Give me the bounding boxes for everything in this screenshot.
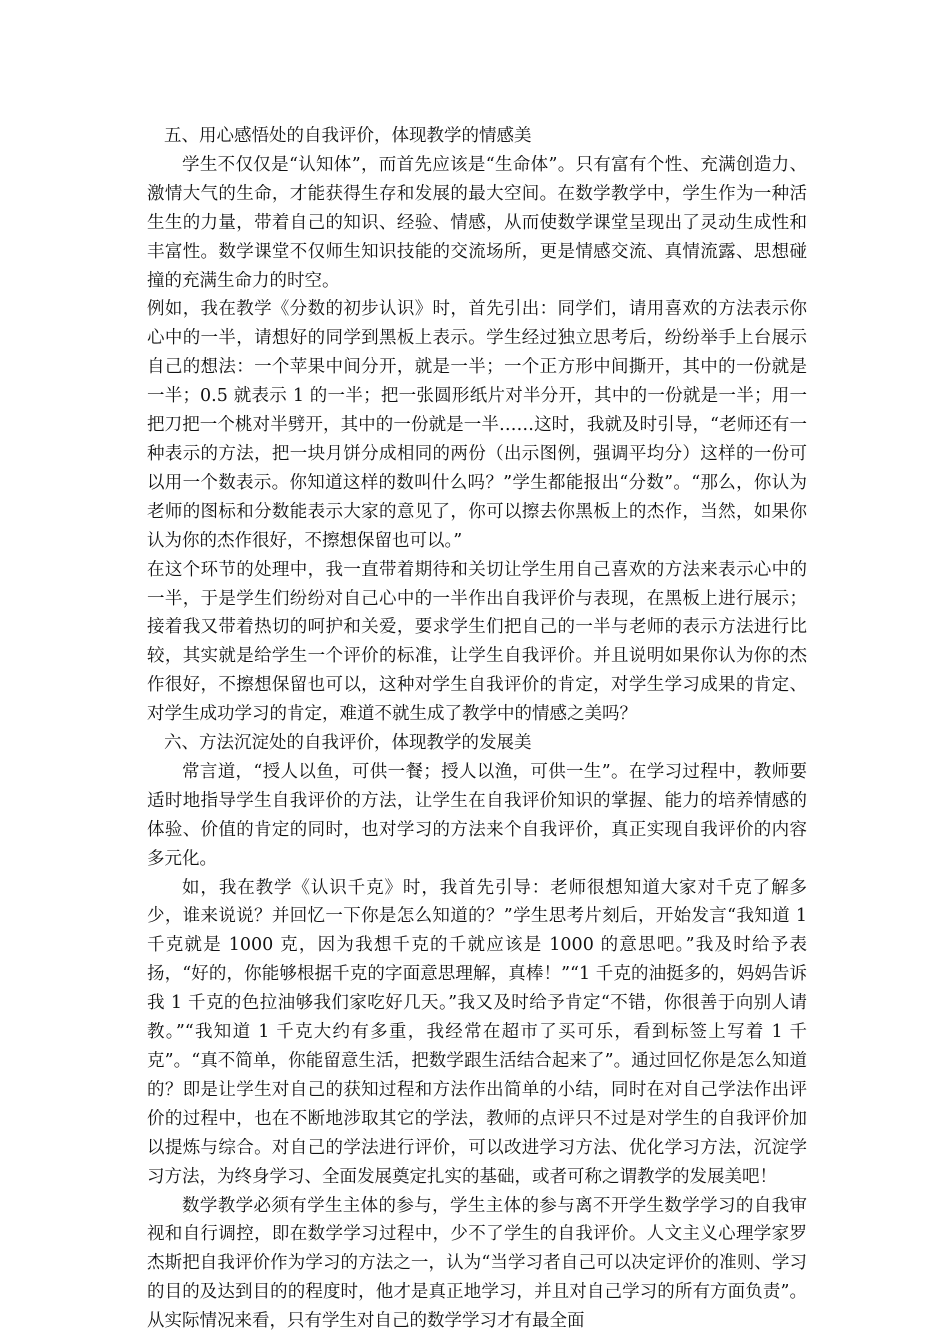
section-5-heading: 五、用心感悟处的自我评价，体现教学的情感美	[164, 126, 532, 146]
section-5-paragraph-3: 在这个环节的处理中，我一直带着期待和关切让学生用自己喜欢的方法来表示心中的一半，于是学生们纷纷对自己心中的一半作出自我评价与表现，在黑板上进行展示；接着我又带着热切的呵护和关爱，要求学生们把自己的一半与老师的表示方法进行比较，其实就是给学生一个评价的标准，让学生自我评价。并且说明如果你认为你的杰作很好，不擦想保留也可以，这种对学生自我评价的肯定，对学生学习成果的肯定、对学生成功学习的肯定，难道不就生成了教学中的情感之美吗？	[147, 559, 807, 725]
section-6-paragraph-2: 如，我在教学《认识千克》时，我首先引导：老师很想知道大家对千克了解多少，谁来说说？并回忆一下你是怎么知道的？”学生思考片刻后，开始发言“我知道 1 千克就是 1000 克，因为我想千克的千就应该是 1000 的意思吧。”我及时给予表扬，“好的，你能够根据千克的字面意思理解，真棒！”“1 千克的油挺多的，妈妈告诉我 1 千克的色拉油够我们家吃好几天。”我又及时给予肯定“不错，你很善于向别人请教。”“我知道 1 千克大约有多重，我经常在超市了买可乐，看到标签上写着 1 千克”。“真不简单，你能留意生活，把数学跟生活结合起来了”。通过回忆你是怎么知道的？即是让学生对自己的获知过程和方法作出简单的小结，同时在对自己学法作出评价的过程中，也在不断地涉取其它的学法，教师的点评只不过是对学生的自我评价加以提炼与综合。对自己的学法进行评价，可以改进学习方法、优化学习方法，沉淀学习方法，为终身学习、全面发展奠定扎实的基础，或者可称之谓教学的发展美吧！	[147, 877, 807, 1187]
section-6-paragraph-3: 数学教学必须有学生主体的参与，学生主体的参与离不开学生数学学习的自我审视和自行调控，即在数学学习过程中，少不了学生的自我评价。人文主义心理学家罗杰斯把自我评价作为学习的方法之一，认为“当学习者自己可以决定评价的准则、学习的目的及达到目的的程度时，他才是真正地学习，并且对自己学习的所有方面负责”。从实际情况来看，只有学生对自己的数学学习才有最全面	[147, 1195, 807, 1332]
section-6-heading: 六、方法沉淀处的自我评价，体现教学的发展美	[164, 733, 532, 754]
section-5-paragraph-1: 学生不仅仅是“认知体”，而首先应该是“生命体”。只有富有个性、充满创造力、激情大气的生命，才能获得生存和发展的最大空间。在数学教学中，学生作为一种活生生的力量，带着自己的知识、经验、情感，从而使数学课堂呈现出了灵动生成性和丰富性。数学课堂不仅师生知识技能的交流场所，更是情感交流、真情流露、思想碰撞的充满生命力的时空。	[147, 154, 807, 291]
document-page	[147, 122, 807, 1336]
section-6-paragraph-1: 常言道，“授人以鱼，可供一餐；授人以渔，可供一生”。在学习过程中，教师要适时地指导学生自我评价的方法，让学生在自我评价知识的掌握、能力的培养情感的体验、价值的肯定的同时，也对学习的方法来个自我评价，真正实现自我评价的内容多元化。	[147, 761, 807, 869]
section-5-paragraph-2: 例如，我在教学《分数的初步认识》时，首先引出：同学们，请用喜欢的方法表示你心中的一半，请想好的同学到黑板上表示。学生经过独立思考后，纷纷举手上台展示自己的想法：一个苹果中间分开，就是一半；一个正方形中间撕开，其中的一份就是一半；0.5 就表示 1 的一半；把一张圆形纸片对半分开，其中的一份就是一半；用一把刀把一个桃对半劈开，其中的一份就是一半……这时，我就及时引导，“老师还有一种表示的方法，把一块月饼分成相同的两份（出示图例，强调平均分）这样的一份可以用一个数表示。你知道这样的数叫什么吗？”学生都能报出“分数”。“那么，你认为老师的图标和分数能表示大家的意见了，你可以擦去你黑板上的杰作，当然，如果你认为你的杰作很好，不擦想保留也可以。”	[147, 299, 807, 551]
